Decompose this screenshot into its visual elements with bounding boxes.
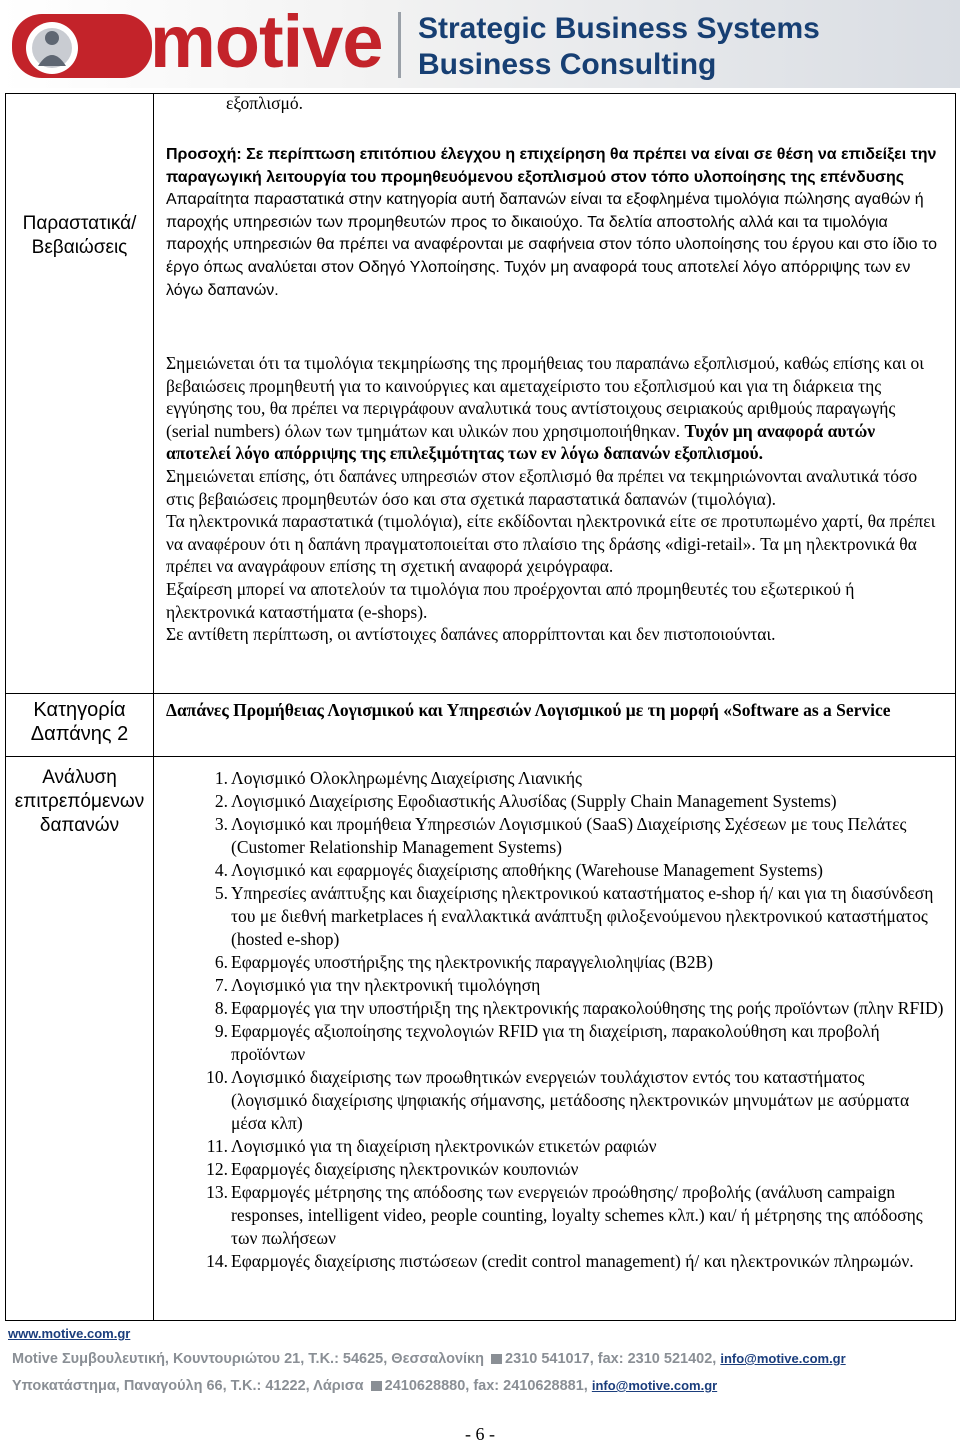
item-number: 9.: [214, 1021, 228, 1041]
footer-address-1: Motive Συμβουλευτική, Κουντουριώτου 21, Τ.Κ.: 54625, Θεσσαλονίκη: [12, 1351, 485, 1367]
tagline-strategic: Strategic Business Systems: [418, 12, 820, 45]
page-number: - 6 -: [465, 1424, 495, 1444]
website-link[interactable]: www.motive.com.gr: [8, 1326, 131, 1341]
footer-address-2: Υποκατάστημα, Παναγούλη 66, Τ.Κ.: 41222, Λάρισα: [12, 1378, 364, 1394]
row-divider: [6, 693, 955, 694]
item-text: Εφαρμογές υποστήριξης της ηλεκτρονικής παραγγελιοληψίας (B2B): [231, 952, 714, 972]
item-number: 3.: [214, 814, 228, 834]
phone-icon: [491, 1354, 502, 1364]
expense-table: [5, 93, 956, 1321]
label-line: Παραστατικά/: [22, 213, 137, 234]
row-divider: [6, 756, 955, 757]
item-text: Λογισμικό για την ηλεκτρονική τιμολόγηση: [231, 975, 541, 995]
label-line: Βεβαιώσεις: [31, 237, 128, 258]
tagline-consulting: Business Consulting: [418, 48, 717, 81]
phone-icon: [371, 1381, 382, 1391]
column-divider: [153, 94, 154, 1320]
motive-logo-icon: [12, 4, 152, 84]
item-text: Λογισμικό για τη διαχείριση ηλεκτρονικών ετικετών ραφιών: [231, 1136, 657, 1156]
footer-line-1: [12, 1351, 846, 1367]
logo-tagline: [418, 14, 820, 80]
top-text: εξοπλισμό.: [226, 93, 304, 113]
allowed-expenses-list: [166, 767, 945, 1273]
item-number: 10.: [206, 1067, 228, 1087]
label-line: δαπανών: [39, 815, 120, 836]
item-text: Εφαρμογές μέτρησης της απόδοσης των ενεργειών προώθησης/ προβολής (ανάλυση campaign responses, intelligent video, people counting, loyalty schemes κλπ.) και/ ή μέτρησης της απόδοσης των πωλήσεων: [231, 1182, 923, 1248]
list-item: [166, 974, 945, 997]
note-serials-text: Σημειώνεται ότι τα τιμολόγια τεκμηρίωσης της προμήθειας του παραπάνω εξοπλισμού, καθώς επίσης και οι βεβαιώσεις προμηθευτή για το καινούργιες και αμεταχείριστο του εξοπλισμού και για τη διάρκεια της εγγύησης του, θα πρέπει να περιγράφουν αναλυτικά τους αντίστοιχους σειριακούς αριθμούς παραγωγής (serial numbers) όλων των τμημάτων και υλικών που χρησιμοποιήθηκαν.: [166, 353, 924, 441]
item-text: Λογισμικό Διαχείρισης Εφοδιαστικής Αλυσίδας (Supply Chain Management Systems): [231, 791, 837, 811]
label-category: [6, 698, 153, 746]
footer-phone-2: 2410628880, fax: 2410628881,: [384, 1378, 588, 1394]
footer-line-2: [12, 1378, 717, 1394]
item-number: 6.: [214, 952, 228, 972]
item-number: 12.: [206, 1159, 228, 1179]
item-text: Λογισμικό Ολοκληρωμένης Διαχείρισης Λιανικής: [231, 768, 582, 788]
list-item: [166, 859, 945, 882]
list-item: [166, 790, 945, 813]
note-serials-bold: Τυχόν μη αναφορά αυτών αποτελεί λόγο απόρριψης της επιλεξιμότητας των εν λόγω δαπανών εξοπλισμού.: [166, 420, 876, 464]
list-item: [166, 1135, 945, 1158]
label-line: Ανάλυση: [42, 767, 117, 788]
list-item: [166, 1158, 945, 1181]
label-line: Δαπάνης 2: [30, 723, 129, 745]
note-exception: Εξαίρεση μπορεί να αποτελούν τα τιμολόγια που προέρχονται από προμηθευτές του εξωτερικού ή ηλεκτρονικά καταστήματα (e-shops).: [166, 578, 855, 622]
warning-text: Προσοχή: Σε περίπτωση επιτόπιου έλεγχου η επιχείρηση θα πρέπει να είναι σε θέση να επιδείξει την παραγωγική λειτουργία του προμηθευόμενου εξοπλισμού στον τόπο υλοποίησης της επένδυσης: [166, 146, 937, 186]
list-item: [166, 997, 945, 1020]
list-item: [166, 882, 945, 951]
note-electronic: Τα ηλεκτρονικά παραστατικά (τιμολόγια), είτε εκδίδονται ηλεκτρονικά είτε σε προτυπωμένο χαρτί, θα πρέπει να αναφέρουν ότι η δαπάνη πραγματοποιείται στο πλαίσιο της δράσης «digi-retail». Τα μη ηλεκτρονικά θα πρέπει να αναγράφουν επίσης τη σχετική αναφορά χειρόγραφα.: [166, 511, 936, 577]
item-number: 1.: [214, 768, 228, 788]
documents-text: Απαραίτητα παραστατικά στην κατηγορία αυτή δαπανών είναι τα εξοφλημένα τιμολόγια πώλησης αγαθών ή παροχής υπηρεσιών των προμηθευτών προς το δικαιούχο. Τα δελτία αποστολής αλλά και τα τιμολόγια παροχής υπηρεσιών θα πρέπει να αναφέρονται με σαφήνεια στον τόπο υλοποίησης του έργου και στο ίδιο το έργο όπως αναλύεται στον Οδηγό Υλοποίησης. Τυχόν μη αναφορά τους αποτελεί λόγο απόρριψης των εν λόγω δαπανών.: [166, 191, 938, 299]
item-number: 2.: [214, 791, 228, 811]
note-rejection: Σε αντίθετη περίπτωση, οι αντίστοιχες δαπάνες απορρίπτονται και δεν πιστοποιούνται.: [166, 624, 776, 645]
label-line: Κατηγορία: [33, 699, 126, 721]
item-number: 5.: [214, 883, 228, 903]
item-text: Λογισμικό και εφαρμογές διαχείρισης αποθήκης (Warehouse Management Systems): [231, 860, 824, 880]
list-item: [166, 1020, 945, 1066]
list-item: [166, 1250, 945, 1273]
item-text: Υπηρεσίες ανάπτυξης και διαχείρισης ηλεκτρονικού καταστήματος e-shop ή/ και για τη διασύνδεση του με διεθνή marketplaces ή εναλλακτικά ανάπτυξη φιλοξενούμενου ηλεκτρονικού καταστήματος (hosted e-shop): [231, 883, 934, 949]
item-text: Εφαρμογές αξιοποίησης τεχνολογιών RFID για τη διαχείριση, παρακολούθηση και προβολή προϊόντων: [231, 1021, 880, 1064]
list-item: [166, 1066, 945, 1135]
item-text: Λογισμικό και προμήθεια Υπηρεσιών Λογισμικού (SaaS) Διαχείρισης Σχέσεων με τους Πελάτες (Customer Relationship Management Systems): [231, 814, 907, 857]
list-item: [166, 813, 945, 859]
item-text: Εφαρμογές για την υποστήριξη της ηλεκτρονικής παρακολούθησης της ροής προϊόντων (πλην RFID): [231, 998, 944, 1018]
label-line: επιτρεπόμενων: [14, 791, 145, 812]
label-analysis: [6, 766, 153, 838]
category-title: Δαπάνες Προμήθειας Λογισμικού και Υπηρεσιών Λογισμικού με τη μορφή «Software as a Service: [166, 700, 891, 720]
logo-wordmark: motive: [150, 0, 383, 83]
item-text: Εφαρμογές διαχείρισης πιστώσεων (credit control management) ή/ και ηλεκτρονικών πληρωμών.: [231, 1251, 914, 1271]
footer-phone-1: 2310 541017, fax: 2310 521402,: [505, 1351, 717, 1367]
list-item: [166, 1181, 945, 1250]
email-link-2[interactable]: info@motive.com.gr: [591, 1378, 718, 1393]
header-banner: [0, 0, 960, 88]
item-number: 7.: [214, 975, 228, 995]
note-serials: [166, 352, 941, 465]
label-documents: [6, 212, 153, 260]
item-number: 13.: [206, 1182, 228, 1202]
list-item: [166, 951, 945, 974]
email-link-1[interactable]: info@motive.com.gr: [720, 1351, 846, 1366]
logo-separator: [398, 12, 401, 78]
item-number: 4.: [214, 860, 228, 880]
item-number: 8.: [214, 998, 228, 1018]
notes-block: [166, 352, 941, 646]
item-text: Λογισμικό διαχείρισης των προωθητικών ενεργειών τουλάχιστον εντός του καταστήματος (λογισμικό διαχείρισης ψηφιακής σήμανσης, μετάδοσης ηλεκτρονικών μηνυμάτων με ασύρματα μέσα κλπ): [231, 1067, 910, 1133]
item-number: 14.: [206, 1251, 228, 1271]
documents-content: [166, 144, 941, 302]
note-services: Σημειώνεται επίσης, ότι δαπάνες υπηρεσιών στον εξοπλισμό θα πρέπει να τεκμηριώνονται αναλυτικά τόσο στις βεβαιώσεις προμηθευτών όσο και στα σχετικά παραστατικά δαπανών (τιμολόγια).: [166, 465, 918, 509]
item-number: 11.: [206, 1136, 228, 1156]
item-text: Εφαρμογές διαχείρισης ηλεκτρονικών κουπονιών: [231, 1159, 579, 1179]
list-item: [166, 767, 945, 790]
